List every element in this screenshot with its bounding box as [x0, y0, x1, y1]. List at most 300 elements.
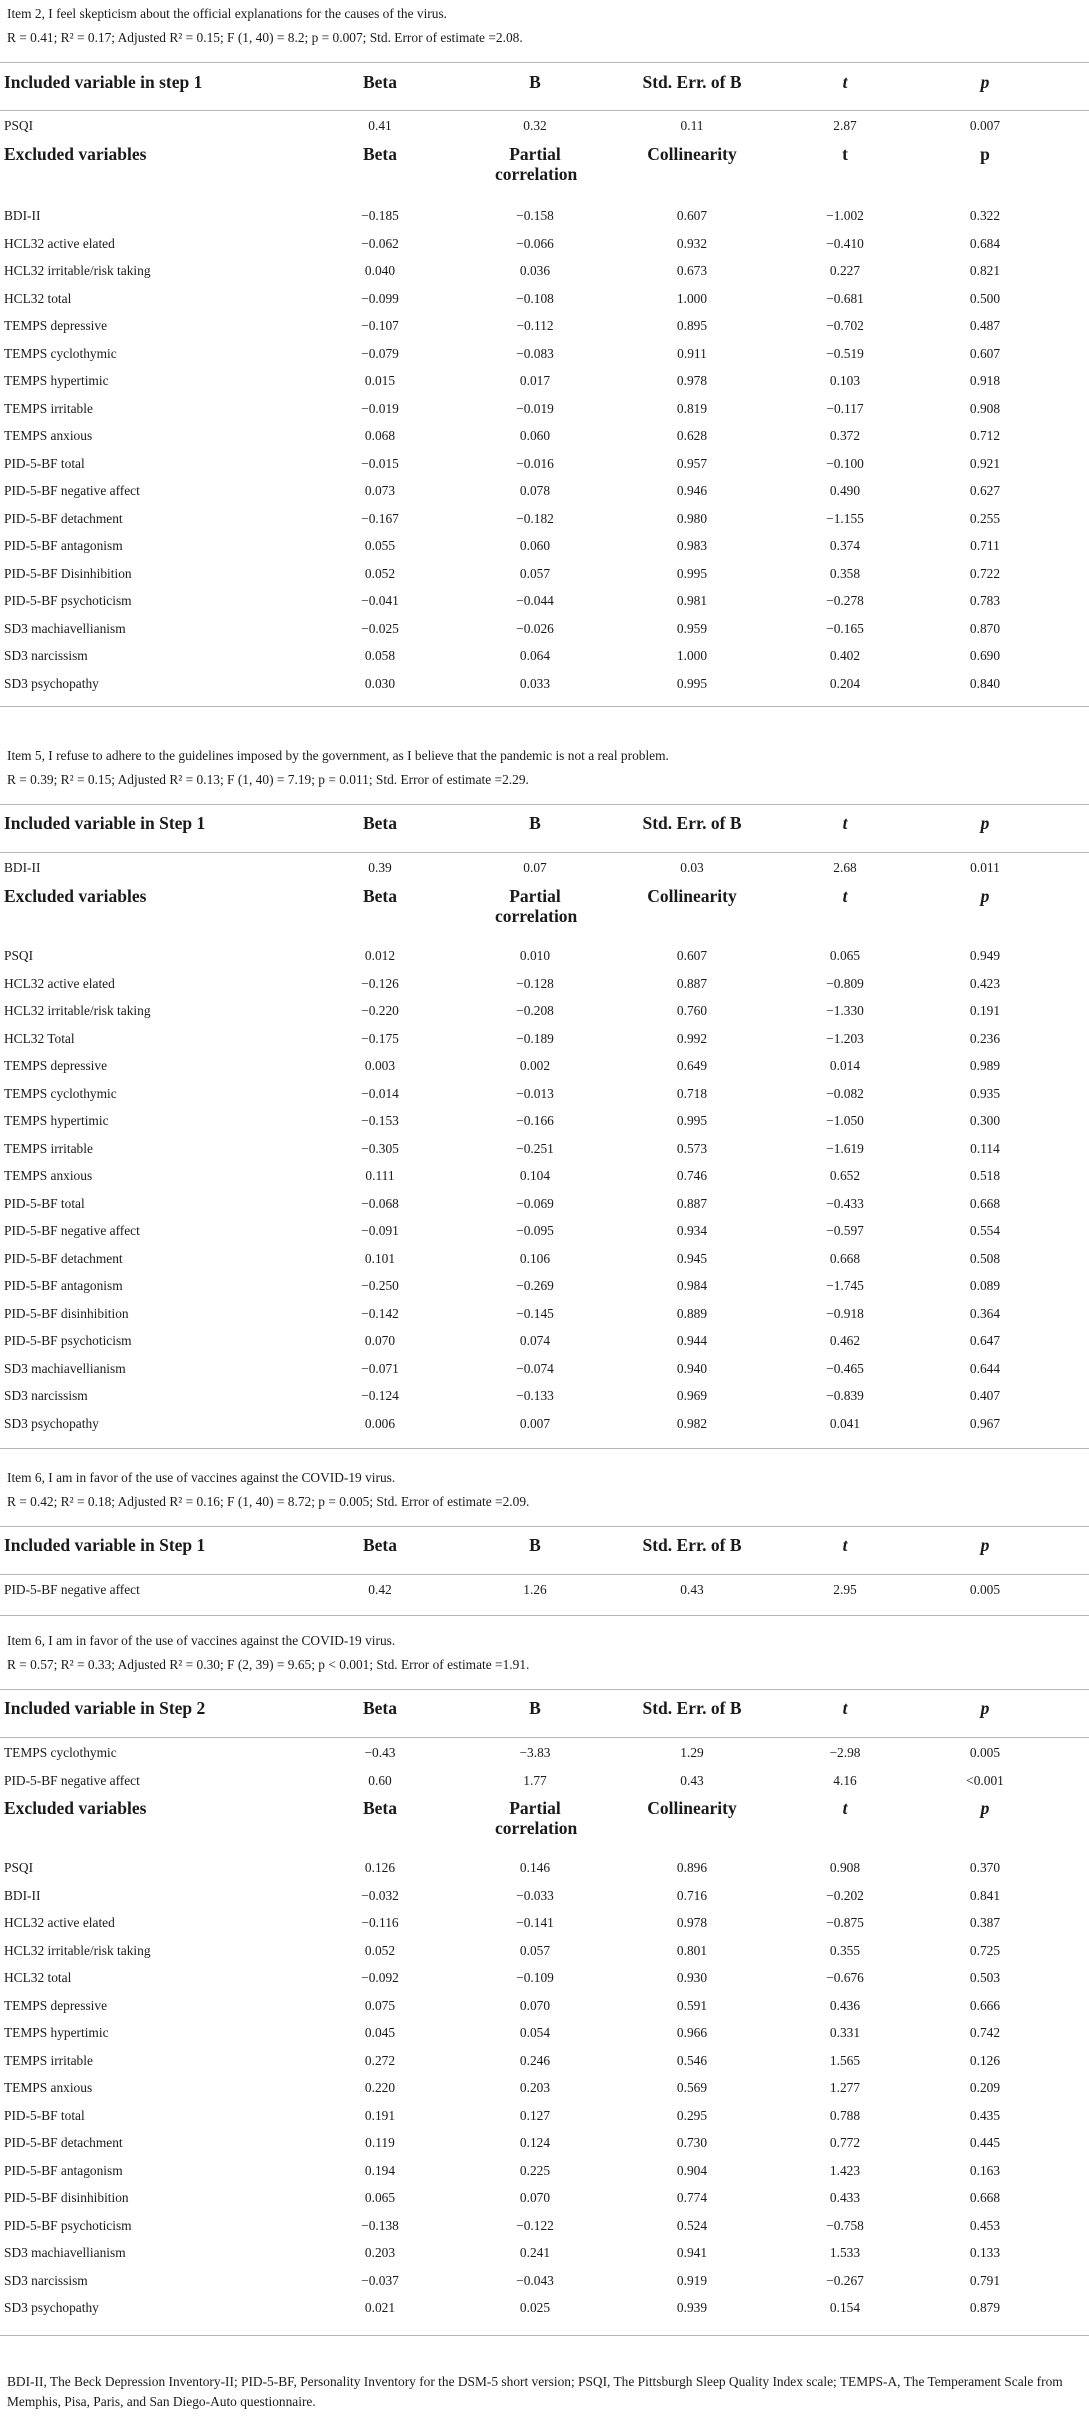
excluded-header-row [0, 1798, 1089, 1838]
header-std-err: Std. Err. of B [642, 1535, 742, 1555]
p-value: 0.209 [969, 2080, 1001, 2095]
variable-name: PID-5-BF antagonism [4, 1278, 123, 1293]
std-err-value: 0.957 [676, 455, 708, 471]
p-value: 0.500 [969, 290, 1001, 306]
variable-name: HCL32 total [4, 1970, 72, 1985]
std-err-value: 0.673 [676, 263, 708, 278]
variable-name: TEMPS anxious [4, 1168, 93, 1183]
variable-name: PID-5-BF detachment [4, 2135, 123, 2150]
beta-value: −0.175 [361, 1030, 399, 1046]
b-value: −0.044 [516, 593, 554, 608]
beta-value: −0.062 [361, 235, 399, 251]
std-err-value: 0.945 [676, 1250, 708, 1266]
std-err-value: 0.940 [676, 1360, 708, 1376]
b-value: 0.146 [519, 1860, 551, 1875]
b-value: 0.057 [519, 565, 551, 581]
variable-name: TEMPS anxious [4, 428, 93, 443]
variable-name: SD3 psychopathy [4, 1415, 99, 1431]
excluded-row [0, 1058, 1089, 1085]
t-value: −1.050 [826, 1113, 864, 1128]
p-value: 0.011 [970, 860, 1000, 875]
p-value: 0.133 [969, 2245, 1001, 2260]
excluded-row [0, 1915, 1089, 1942]
std-err-value: 1.000 [676, 648, 708, 663]
b-value: 0.070 [519, 1997, 551, 2013]
variable-name: SD3 narcissism [4, 1388, 88, 1403]
table-rule [0, 2335, 1089, 2336]
beta-value: 0.39 [368, 860, 392, 875]
b-value: 0.025 [519, 2300, 551, 2315]
beta-value: −0.041 [361, 593, 399, 608]
t-value: −0.681 [826, 290, 864, 306]
variable-name: HCL32 active elated [4, 1915, 115, 1930]
excluded-row [0, 1113, 1089, 1140]
header-std-err: Std. Err. of B [642, 813, 742, 833]
t-value: −0.465 [826, 1360, 864, 1376]
beta-value: 0.203 [364, 2245, 396, 2260]
variable-name: PID-5-BF negative affect [4, 1582, 140, 1597]
variable-name: PID-5-BF negative affect [4, 483, 140, 498]
beta-value: −0.099 [361, 290, 399, 306]
b-value: −0.128 [516, 975, 554, 991]
collinearity-label: Collinearity [647, 886, 737, 906]
correlation-word: correlation [495, 906, 578, 926]
collinearity-label: Collinearity [647, 1798, 737, 1818]
variable-name: PID-5-BF psychoticism [4, 593, 132, 608]
header-included-variable: Included variable in Step 1 [4, 813, 206, 833]
p-value: 0.949 [969, 948, 1001, 963]
b-value: −0.016 [516, 455, 554, 471]
excluded-beta-label: Beta [362, 886, 398, 906]
header-p: p [980, 813, 990, 833]
beta-value: −0.092 [361, 1970, 399, 1985]
variable-name: TEMPS irritable [4, 400, 93, 416]
std-err-value: 0.887 [676, 1195, 708, 1211]
p-value: 0.791 [969, 2272, 1001, 2288]
excluded-row [0, 1388, 1089, 1415]
b-value: −3.83 [519, 1745, 551, 1760]
excluded-row [0, 676, 1089, 703]
b-value: 0.036 [519, 263, 551, 278]
excluded-header-row [0, 886, 1089, 926]
t-value: 0.204 [829, 675, 861, 691]
t-value: 1.277 [829, 2080, 861, 2095]
b-value: 0.002 [519, 1058, 551, 1073]
p-value: 0.668 [969, 1195, 1001, 1211]
std-err-value: 0.969 [676, 1388, 708, 1403]
t-value: −0.676 [826, 1970, 864, 1985]
partial-correlation-label [495, 886, 578, 926]
p-value: 0.722 [969, 565, 1001, 581]
p-value: 0.840 [969, 675, 1001, 691]
std-err-value: 0.946 [676, 483, 708, 498]
included-row [0, 1745, 1089, 1772]
beta-value: 0.045 [364, 2025, 396, 2040]
b-value: 1.77 [523, 1772, 547, 1788]
excluded-beta-label: Beta [362, 144, 398, 164]
std-err-value: 0.981 [676, 593, 708, 608]
t-value: 1.533 [829, 2245, 861, 2260]
std-err-value: 0.546 [676, 2052, 708, 2068]
beta-value: −0.220 [361, 1003, 399, 1018]
variable-name: PID-5-BF Disinhibition [4, 565, 132, 581]
std-err-value: 0.919 [676, 2272, 708, 2288]
std-err-value: 0.941 [676, 2245, 708, 2260]
p-value: 0.508 [969, 1250, 1001, 1266]
std-err-value: 0.607 [676, 948, 708, 963]
std-err-value: 0.995 [676, 675, 708, 691]
b-value: −0.182 [516, 510, 554, 526]
beta-value: −0.037 [361, 2272, 399, 2288]
p-value: 0.607 [969, 345, 1001, 361]
p-value: 0.935 [969, 1085, 1001, 1101]
included-row [0, 118, 1089, 145]
beta-value: −0.107 [361, 318, 399, 333]
excluded-row [0, 236, 1089, 263]
p-value: 0.236 [969, 1030, 1001, 1046]
t-value: 0.652 [829, 1168, 861, 1183]
table-rule [0, 62, 1089, 63]
p-value: 0.005 [969, 1582, 1001, 1597]
beta-value: −0.124 [361, 1388, 399, 1403]
beta-value: 0.194 [364, 2162, 396, 2178]
t-value: −0.165 [826, 620, 864, 636]
std-err-value: 0.819 [676, 400, 708, 416]
std-err-value: 0.932 [676, 235, 708, 251]
variable-name: TEMPS anxious [4, 2080, 93, 2095]
beta-value: −0.032 [361, 1887, 399, 1903]
excluded-t-label: t [842, 144, 848, 164]
excluded-beta-label: Beta [362, 1798, 398, 1818]
p-value: 0.647 [969, 1333, 1001, 1348]
header-b: B [529, 813, 541, 833]
b-value: 0.017 [519, 373, 551, 388]
model-statistics: R = 0.57; R² = 0.33; Adjusted R² = 0.30; F (2, 39) = 9.65; p < 0.001; Std. Error of estimate =1.91. [7, 1657, 530, 1672]
variable-name: TEMPS hypertimic [4, 373, 109, 388]
t-value: −1.745 [826, 1278, 864, 1293]
t-value: 2.68 [833, 860, 857, 875]
b-value: 1.26 [523, 1582, 547, 1597]
t-value: −1.203 [826, 1030, 864, 1046]
t-value: 0.908 [829, 1860, 861, 1875]
b-value: 0.078 [519, 483, 551, 498]
b-value: 0.057 [519, 1942, 551, 1958]
excluded-row [0, 1306, 1089, 1333]
b-value: −0.208 [516, 1003, 554, 1018]
partial-word: Partial [509, 1798, 561, 1818]
table-rule [0, 706, 1089, 707]
beta-value: 0.015 [364, 373, 396, 388]
excluded-row [0, 648, 1089, 675]
excluded-header-row [0, 144, 1089, 184]
p-value: 0.711 [970, 538, 1000, 553]
std-err-value: 0.995 [676, 565, 708, 581]
excluded-row [0, 2190, 1089, 2217]
beta-value: 0.052 [364, 565, 396, 581]
t-value: 4.16 [833, 1772, 857, 1788]
std-err-value: 0.930 [676, 1970, 708, 1985]
p-value: 0.518 [969, 1168, 1001, 1183]
beta-value: −0.079 [361, 345, 399, 361]
p-value: 0.870 [969, 620, 1001, 636]
beta-value: 0.006 [364, 1415, 396, 1431]
t-value: 0.374 [829, 538, 861, 553]
p-value: 0.445 [969, 2135, 1001, 2150]
excluded-row [0, 318, 1089, 345]
t-value: −0.875 [826, 1915, 864, 1930]
std-err-value: 0.295 [676, 2107, 708, 2123]
excluded-row [0, 1168, 1089, 1195]
t-value: −0.809 [826, 975, 864, 991]
std-err-value: 1.000 [676, 290, 708, 306]
excluded-row [0, 1333, 1089, 1360]
t-value: −0.082 [826, 1085, 864, 1101]
t-value: −0.267 [826, 2272, 864, 2288]
beta-value: −0.142 [361, 1305, 399, 1321]
p-value: 0.841 [969, 1887, 1001, 1903]
p-value: 0.322 [969, 208, 1001, 223]
variable-name: TEMPS irritable [4, 2052, 93, 2068]
table-rule [0, 852, 1089, 853]
variable-name: HCL32 irritable/risk taking [4, 263, 151, 278]
std-err-value: 0.984 [676, 1278, 708, 1293]
beta-value: −0.116 [361, 1915, 399, 1930]
std-err-value: 0.966 [676, 2025, 708, 2040]
partial-correlation-label [495, 1798, 578, 1838]
table-rule [0, 1526, 1089, 1527]
std-err-value: 0.607 [676, 208, 708, 223]
excluded-row [0, 373, 1089, 400]
excluded-row [0, 1278, 1089, 1305]
beta-value: −0.015 [361, 455, 399, 471]
variable-name: PID-5-BF detachment [4, 510, 123, 526]
p-value: 0.487 [969, 318, 1001, 333]
p-value: 0.989 [969, 1058, 1001, 1073]
p-value: <0.001 [966, 1772, 1004, 1788]
p-value: 0.908 [969, 400, 1001, 416]
t-value: 0.103 [829, 373, 861, 388]
item-statement: Item 5, I refuse to adhere to the guidelines imposed by the government, as I believe that the pandemic is not a real problem. [7, 748, 669, 763]
correlation-word: correlation [495, 1818, 578, 1838]
variable-name: BDI-II [4, 208, 41, 223]
p-value: 0.007 [969, 118, 1001, 133]
header-beta: Beta [362, 1698, 398, 1718]
beta-value: 0.191 [364, 2107, 396, 2123]
excluded-row [0, 1416, 1089, 1443]
header-p: p [980, 72, 990, 92]
variable-name: PSQI [4, 1860, 34, 1875]
t-value: −0.202 [826, 1887, 864, 1903]
p-value: 0.503 [969, 1970, 1001, 1985]
excluded-row [0, 2080, 1089, 2107]
p-value: 0.370 [969, 1860, 1001, 1875]
excluded-row [0, 483, 1089, 510]
b-value: −0.069 [516, 1195, 554, 1211]
header-beta: Beta [362, 72, 398, 92]
model-statistics: R = 0.41; R² = 0.17; Adjusted R² = 0.15; F (1, 40) = 8.2; p = 0.007; Std. Error of estimate =2.08. [7, 30, 523, 45]
partial-correlation-label [495, 144, 578, 184]
variable-name: SD3 machiavellianism [4, 620, 126, 636]
excluded-row [0, 948, 1089, 975]
variable-name: HCL32 irritable/risk taking [4, 1003, 151, 1018]
std-err-value: 0.718 [676, 1085, 708, 1101]
excluded-row [0, 2245, 1089, 2272]
beta-value: −0.068 [361, 1195, 399, 1211]
beta-value: −0.071 [361, 1360, 399, 1376]
excluded-row [0, 263, 1089, 290]
excluded-row [0, 346, 1089, 373]
t-value: 0.772 [829, 2135, 861, 2150]
p-value: 0.126 [969, 2052, 1001, 2068]
t-value: −0.433 [826, 1195, 864, 1211]
b-value: −0.026 [516, 620, 554, 636]
included-row [0, 860, 1089, 887]
header-b: B [529, 1698, 541, 1718]
variable-name: TEMPS cyclothymic [4, 1745, 117, 1760]
model-statistics: R = 0.39; R² = 0.15; Adjusted R² = 0.13; F (1, 40) = 7.19; p = 0.011; Std. Error of estimate =2.29. [7, 772, 529, 787]
p-value: 0.684 [969, 235, 1001, 251]
excluded-row [0, 401, 1089, 428]
p-value: 0.163 [969, 2162, 1001, 2178]
excluded-row [0, 1943, 1089, 1970]
b-value: −0.122 [516, 2217, 554, 2233]
p-value: 0.423 [969, 975, 1001, 991]
excluded-row [0, 1860, 1089, 1887]
beta-value: 0.111 [365, 1168, 395, 1183]
beta-value: 0.065 [364, 2190, 396, 2205]
beta-value: 0.055 [364, 538, 396, 553]
p-value: 0.712 [969, 428, 1001, 443]
b-value: −0.166 [516, 1113, 554, 1128]
p-value: 0.668 [969, 2190, 1001, 2205]
variable-name: HCL32 active elated [4, 235, 115, 251]
t-value: −0.597 [826, 1223, 864, 1238]
excluded-row [0, 1196, 1089, 1223]
table-rule [0, 1574, 1089, 1575]
beta-value: 0.052 [364, 1942, 396, 1958]
included-row [0, 1773, 1089, 1800]
b-value: −0.043 [516, 2272, 554, 2288]
beta-value: 0.126 [364, 1860, 396, 1875]
t-value: −0.410 [826, 235, 864, 251]
variable-name: BDI-II [4, 1887, 41, 1903]
beta-value: 0.003 [364, 1058, 396, 1073]
std-err-value: 0.959 [676, 620, 708, 636]
beta-value: −0.091 [361, 1223, 399, 1238]
b-value: −0.019 [516, 400, 554, 416]
header-std-err: Std. Err. of B [642, 72, 742, 92]
excluded-row [0, 2218, 1089, 2245]
variable-name: BDI-II [4, 860, 41, 875]
b-value: 0.007 [519, 1415, 551, 1431]
std-err-value: 0.573 [676, 1140, 708, 1156]
b-value: −0.095 [516, 1223, 554, 1238]
p-value: 0.435 [969, 2107, 1001, 2123]
excluded-row [0, 566, 1089, 593]
variable-name: TEMPS irritable [4, 1140, 93, 1156]
table-rule [0, 1737, 1089, 1738]
variable-name: TEMPS depressive [4, 1997, 108, 2013]
variable-name: PID-5-BF disinhibition [4, 1305, 129, 1321]
item-statement: Item 2, I feel skepticism about the official explanations for the causes of the virus. [7, 6, 448, 21]
t-value: 0.041 [829, 1415, 861, 1431]
t-value: 2.95 [833, 1582, 857, 1597]
t-value: −0.278 [826, 593, 864, 608]
excluded-row [0, 1361, 1089, 1388]
beta-value: −0.167 [361, 510, 399, 526]
std-err-value: 0.591 [676, 1997, 708, 2013]
variable-name: TEMPS depressive [4, 1058, 108, 1073]
header-t: t [842, 813, 848, 833]
b-value: 0.32 [523, 118, 547, 133]
excluded-row [0, 1998, 1089, 2025]
p-value: 0.453 [969, 2217, 1001, 2233]
std-err-value: 0.628 [676, 428, 708, 443]
table-rule [0, 804, 1089, 805]
column-header-row [0, 1698, 1089, 1725]
b-value: 0.241 [519, 2245, 551, 2260]
excluded-row [0, 1888, 1089, 1915]
excluded-variables-label: Excluded variables [4, 144, 147, 164]
b-value: −0.189 [516, 1030, 554, 1046]
t-value: 0.462 [829, 1333, 861, 1348]
beta-value: 0.119 [365, 2135, 395, 2150]
p-value: 0.300 [969, 1113, 1001, 1128]
beta-value: 0.021 [364, 2300, 396, 2315]
p-value: 0.725 [969, 1942, 1001, 1958]
beta-value: −0.126 [361, 975, 399, 991]
p-value: 0.554 [969, 1223, 1001, 1238]
variable-name: PID-5-BF negative affect [4, 1772, 140, 1788]
t-value: 1.565 [829, 2052, 861, 2068]
beta-value: −0.43 [364, 1745, 396, 1760]
beta-value: −0.138 [361, 2217, 399, 2233]
b-value: 0.060 [519, 538, 551, 553]
b-value: 0.127 [519, 2107, 551, 2123]
b-value: −0.108 [516, 290, 554, 306]
p-value: 0.387 [969, 1915, 1001, 1930]
excluded-p-label: p [980, 144, 990, 164]
b-value: 0.070 [519, 2190, 551, 2205]
std-err-value: 0.980 [676, 510, 708, 526]
excluded-p-label: p [980, 1798, 990, 1818]
excluded-row [0, 456, 1089, 483]
table-rule [0, 1448, 1089, 1449]
t-value: −1.330 [826, 1003, 864, 1018]
variable-name: SD3 narcissism [4, 648, 88, 663]
std-err-value: 0.939 [676, 2300, 708, 2315]
excluded-row [0, 208, 1089, 235]
std-err-value: 0.934 [676, 1223, 708, 1238]
item-statement: Item 6, I am in favor of the use of vaccines against the COVID-19 virus. [7, 1633, 396, 1648]
b-value: −0.133 [516, 1388, 554, 1403]
b-value: 0.07 [523, 860, 547, 875]
b-value: 0.010 [519, 948, 551, 963]
excluded-row [0, 1031, 1089, 1058]
beta-value: 0.075 [364, 1997, 396, 2013]
variable-name: PID-5-BF psychoticism [4, 1333, 132, 1348]
t-value: 0.065 [829, 948, 861, 963]
std-err-value: 0.760 [676, 1003, 708, 1018]
beta-value: −0.025 [361, 620, 399, 636]
t-value: −0.117 [826, 400, 864, 416]
b-value: 0.033 [519, 675, 551, 691]
b-value: 0.074 [519, 1333, 551, 1348]
beta-value: −0.019 [361, 400, 399, 416]
excluded-p-label: p [980, 886, 990, 906]
std-err-value: 0.982 [676, 1415, 708, 1431]
excluded-row [0, 2300, 1089, 2327]
